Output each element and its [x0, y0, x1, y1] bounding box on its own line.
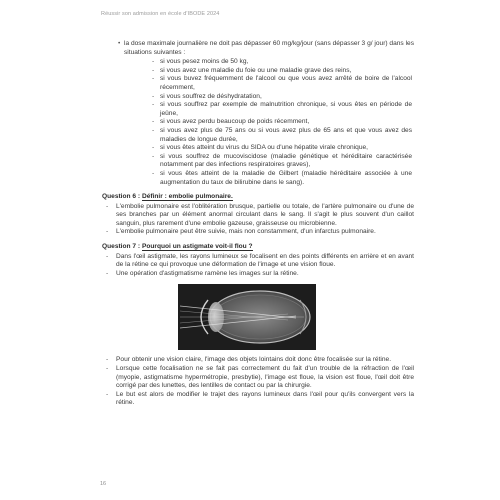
question-6-answer	[102, 203, 414, 237]
list-item: - si vous souffrez de mucoviscidose (maladie génétique et héréditaire caractérisée notamment par des infections respiratoires graves),	[124, 153, 414, 170]
sub-list	[124, 58, 414, 187]
question-7-heading	[102, 243, 414, 252]
question-7-answer-before	[102, 253, 414, 279]
list-item: - Le but est alors de modifier le trajet des rayons lumineux dans l'œil pour qu'ils convergent vers la rétine.	[102, 391, 414, 408]
list-item: - si vous buvez fréquemment de l'alcool ou que vous avez arrêté de boire de l'alcool récemment,	[124, 75, 414, 92]
list-item: - L'embolie pulmonaire est l'oblitération brusque, partielle ou totale, de l'artère pulmonaire ou d'une de ses branches par un élément anormal circulant dans le sang. Il s'agit le plus souvent d'un caillot sanguin, plus rarement d'une embolie gazeuse, graisseuse ou microbienne.	[102, 203, 414, 229]
list-item: - Une opération d'astigmatisme ramène les images sur la rétine.	[102, 270, 414, 279]
list-item: - si vous êtes atteint de la maladie de Gilbert (maladie héréditaire associée à une augmentation du taux de bilirubine dans le sang).	[124, 170, 414, 187]
question-7-title: Pourquoi un astigmate voit-il flou ?	[141, 243, 253, 251]
question-6-title: Définir : embolie pulmonaire.	[141, 193, 233, 201]
list-item: - si vous souffrez de déshydratation,	[124, 93, 414, 102]
eye-figure	[178, 284, 316, 350]
list-item: - L'embolie pulmonaire peut être suivie, mais non constamment, d'un infarctus pulmonaire.	[102, 228, 414, 237]
list-item: - si vous avez une maladie du foie ou une maladie grave des reins,	[124, 67, 414, 76]
list-item: - Lorsque cette focalisation ne se fait pas correctement du fait d'un trouble de la réfraction de l'œil (myopie, astigmatisme hypermétropie, presbytie), l'image est floue, la vision est floue, l'œil doit être corrigé par des lunettes, des lentilles de contact ou par la chirurgie.	[102, 365, 414, 391]
eye-cross-section-illustration	[178, 284, 316, 350]
page-content	[102, 40, 414, 408]
list-item: - si vous avez perdu beaucoup de poids récemment,	[124, 118, 414, 127]
intro-text: la dose maximale journalière ne doit pas dépasser 60 mg/kg/jour (sans dépasser 3 g/ jour) dans les situations suivantes :	[124, 40, 414, 56]
list-item: - si vous êtes atteint du virus du SIDA ou d'une hépatite virale chronique,	[124, 144, 414, 153]
list-item: - si vous souffrez par exemple de malnutrition chronique, si vous êtes en période de jeûne,	[124, 101, 414, 118]
question-6-heading	[102, 193, 414, 202]
page-number: 16	[100, 481, 107, 487]
question-6-label: Question 6 :	[102, 193, 142, 201]
question-7-answer-after	[102, 356, 414, 408]
list-item: - Pour obtenir une vision claire, l'image des objets lointains doit donc être focalisée sur la rétine.	[102, 356, 414, 365]
list-item: - si vous pesez moins de 50 kg,	[124, 58, 414, 67]
list-item: - Dans l'œil astigmate, les rayons lumineux se focalisent en des points différents en arrière et en avant de la rétine ce qui provoque une déformation de l'image et une vision floue.	[102, 253, 414, 270]
intro-list	[102, 40, 414, 187]
list-item: - si vous avez plus de 75 ans ou si vous avez plus de 65 ans et que vous avez des maladies de longue durée,	[124, 127, 414, 144]
list-item	[102, 40, 414, 187]
question-7-label: Question 7 :	[102, 243, 142, 251]
running-header: Réussir son admission en école d'IBODE 2024	[101, 11, 220, 17]
